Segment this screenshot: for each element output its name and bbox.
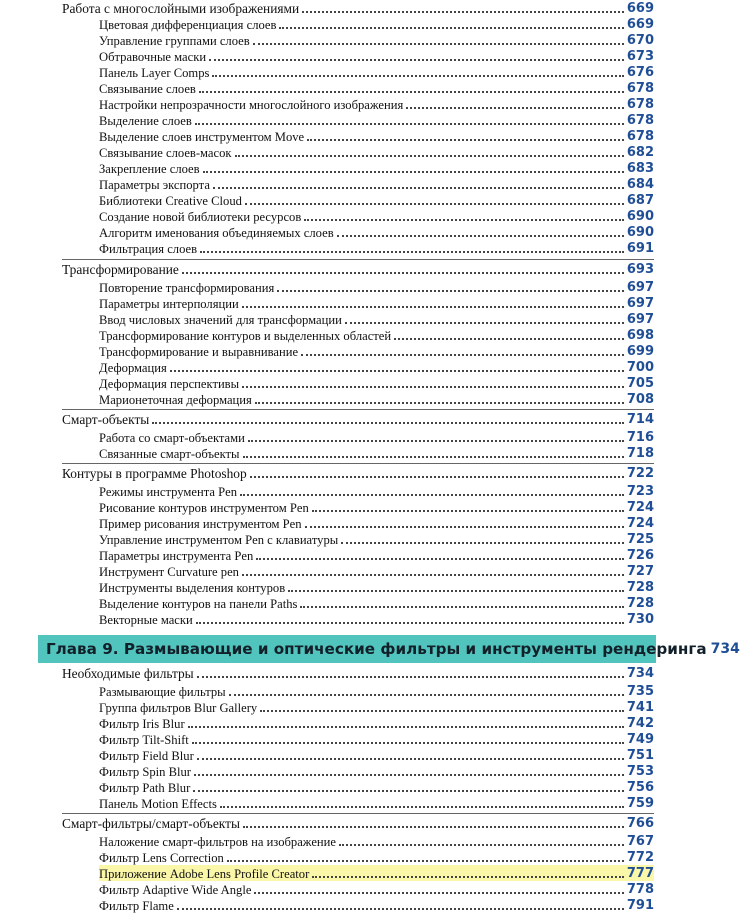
dot-leader <box>312 876 624 878</box>
dot-leader <box>243 456 624 458</box>
toc-entry-title: Выделение слоев <box>99 114 192 128</box>
dot-leader <box>195 123 624 125</box>
toc-page-number: 697 <box>626 280 654 295</box>
toc-entry-title: Фильтр Flame <box>99 899 174 913</box>
toc-entry[interactable] <box>99 795 654 811</box>
toc-entry-title: Связывание слоев <box>99 82 196 96</box>
toc-entry-title: Группа фильтров Blur Gallery <box>99 701 258 715</box>
toc-entry[interactable] <box>99 391 654 407</box>
toc-page-number: 676 <box>626 65 654 80</box>
dot-leader <box>255 402 624 404</box>
dot-leader <box>188 726 624 728</box>
dot-leader <box>212 75 623 77</box>
dot-leader <box>288 590 624 592</box>
section-divider <box>62 813 654 814</box>
dot-leader <box>307 139 624 141</box>
toc-entry[interactable] <box>99 192 654 208</box>
toc-page-number: 728 <box>626 596 654 611</box>
dot-leader <box>242 574 624 576</box>
toc-page-number: 698 <box>626 328 654 343</box>
toc-page-number: 708 <box>626 392 654 407</box>
toc-entry-title: Фильтр Path Blur <box>99 781 191 795</box>
dot-leader <box>220 806 624 808</box>
toc-entry[interactable] <box>99 547 654 563</box>
toc-section-title: Трансформирование <box>62 262 179 277</box>
toc-page-number: 722 <box>626 466 654 481</box>
toc-entry-title: Параметры экспорта <box>99 178 210 192</box>
toc-section-title: Необходимые фильтры <box>62 666 194 681</box>
toc-entry[interactable] <box>99 429 654 445</box>
toc-entry-title: Фильтр Lens Correction <box>99 851 224 865</box>
toc-entry[interactable] <box>99 48 654 64</box>
dot-leader <box>193 790 624 792</box>
dot-leader <box>177 908 624 910</box>
toc-entry[interactable] <box>99 531 654 547</box>
toc-page-number: 697 <box>626 296 654 311</box>
toc-entry[interactable] <box>99 144 654 160</box>
toc-page-number: 766 <box>626 816 654 831</box>
toc-entry[interactable] <box>99 32 654 48</box>
toc-page-number: 724 <box>626 516 654 531</box>
toc-entry-title: Управление инструментом Pen с клавиатуры <box>99 533 339 547</box>
toc-entry[interactable] <box>99 240 654 256</box>
toc-page-number: 751 <box>626 748 654 763</box>
toc-entry-title: Фильтр Field Blur <box>99 749 194 763</box>
toc-entry[interactable] <box>99 295 654 311</box>
dot-leader <box>192 742 624 744</box>
dot-leader <box>256 558 624 560</box>
dot-leader <box>279 27 623 29</box>
dot-leader <box>312 510 624 512</box>
dot-leader <box>406 107 624 109</box>
toc-section-paths[interactable] <box>62 465 654 481</box>
toc-page-number: 678 <box>626 129 654 144</box>
toc-entry-title: Повторение трансформирования <box>99 281 275 295</box>
toc-section-title: Смарт-фильтры/смарт-объекты <box>62 816 240 831</box>
toc-page-number: 727 <box>626 564 654 579</box>
toc-page-number: 699 <box>626 344 654 359</box>
toc-entry-title: Панель Layer Comps <box>99 66 210 80</box>
toc-entry[interactable] <box>99 208 654 224</box>
toc-entry-title: Приложение Adobe Lens Profile Creator <box>99 867 310 881</box>
toc-section-smart-filters[interactable] <box>62 815 654 831</box>
toc-section-smart-objects[interactable] <box>62 411 654 427</box>
toc-page-number: 670 <box>626 33 654 48</box>
dot-leader <box>253 43 624 45</box>
dot-leader <box>277 290 624 292</box>
toc-page-number: 723 <box>626 484 654 499</box>
toc-page-number: 724 <box>626 500 654 515</box>
toc-page-number: 690 <box>626 225 654 240</box>
dot-leader <box>203 171 624 173</box>
toc-entry-title: Настройки непрозрачности многослойного изображения <box>99 98 404 112</box>
toc-entry-title: Фильтр Adaptive Wide Angle <box>99 883 252 897</box>
toc-entry[interactable] <box>99 499 654 515</box>
dot-leader <box>229 694 624 696</box>
toc-page-number: 726 <box>626 548 654 563</box>
toc-page-number: 778 <box>626 882 654 897</box>
dot-leader <box>152 422 624 424</box>
toc-entry[interactable] <box>99 359 654 375</box>
toc-page-number: 767 <box>626 834 654 849</box>
toc-entry-title: Трансформирование и выравнивание <box>99 345 299 359</box>
dot-leader <box>194 774 624 776</box>
toc-page-number: 728 <box>626 580 654 595</box>
toc-entry-title: Режимы инструмента Pen <box>99 485 238 499</box>
dot-leader <box>240 494 624 496</box>
toc-entry-title: Выделение контуров на панели Paths <box>99 597 298 611</box>
dot-leader <box>394 338 624 340</box>
toc-entry-title: Деформация перспективы <box>99 377 240 391</box>
toc-entry[interactable] <box>99 112 654 128</box>
dot-leader <box>197 676 624 678</box>
toc-entry[interactable] <box>99 160 654 176</box>
dot-leader <box>254 892 623 894</box>
toc-page-number: 772 <box>626 850 654 865</box>
toc-section-essential-filters[interactable] <box>62 665 654 681</box>
dot-leader <box>235 155 624 157</box>
toc-entry-title: Библиотеки Creative Cloud <box>99 194 242 208</box>
dot-leader <box>213 187 624 189</box>
toc-entry[interactable] <box>99 343 654 359</box>
toc-page-number: 700 <box>626 360 654 375</box>
toc-page-number: 742 <box>626 716 654 731</box>
toc-page-number: 669 <box>626 17 654 32</box>
toc-entry-title: Векторные маски <box>99 613 193 627</box>
dot-leader <box>242 306 624 308</box>
dot-leader <box>304 219 624 221</box>
toc-page-number: 683 <box>626 161 654 176</box>
dot-leader <box>250 476 624 478</box>
toc-entry[interactable] <box>99 763 654 779</box>
toc-entry[interactable] <box>99 715 654 731</box>
toc-page-number: 791 <box>626 898 654 913</box>
toc-page-number: 682 <box>626 145 654 160</box>
dot-leader <box>245 203 624 205</box>
toc-entry[interactable] <box>99 563 654 579</box>
dot-leader <box>196 622 624 624</box>
toc-entry[interactable] <box>99 80 654 96</box>
toc-entry[interactable] <box>99 64 654 80</box>
toc-page-number: 678 <box>626 97 654 112</box>
toc-entry-title: Фильтр Tilt-Shift <box>99 733 189 747</box>
toc-entry[interactable] <box>99 515 654 531</box>
toc-section-title: Смарт-объекты <box>62 412 150 427</box>
toc-entry[interactable] <box>99 699 654 715</box>
dot-leader <box>209 59 624 61</box>
toc-entry-title: Фильтрация слоев <box>99 242 198 256</box>
toc-entry-title: Работа со смарт-объектами <box>99 431 245 445</box>
toc-entry[interactable] <box>99 683 654 699</box>
dot-leader <box>199 91 624 93</box>
toc-entry-title: Деформация <box>99 361 167 375</box>
dot-leader <box>305 526 624 528</box>
toc-entry[interactable] <box>99 16 654 32</box>
chapter-title: Глава 9. Размывающие и оптические фильтры и инструменты рендеринга <box>46 640 707 658</box>
toc-entry[interactable] <box>99 881 654 897</box>
dot-leader <box>341 542 624 544</box>
toc-entry-title: Рисование контуров инструментом Pen <box>99 501 309 515</box>
toc-page-number: 749 <box>626 732 654 747</box>
toc-entry[interactable] <box>99 96 654 112</box>
toc-entry-title: Обтравочные маски <box>99 50 207 64</box>
toc-entry[interactable] <box>99 224 654 240</box>
toc-entry[interactable] <box>99 176 654 192</box>
dot-leader <box>345 322 624 324</box>
toc-entry[interactable] <box>99 731 654 747</box>
toc-entry-title: Инструменты выделения контуров <box>99 581 286 595</box>
toc-entry-title: Создание новой библиотеки ресурсов <box>99 210 302 224</box>
toc-entry[interactable] <box>99 833 654 849</box>
toc-page-number: 756 <box>626 780 654 795</box>
dot-leader <box>300 606 623 608</box>
toc-page-number: 735 <box>626 684 654 699</box>
toc-entry[interactable] <box>99 897 654 913</box>
section-divider <box>62 409 654 410</box>
toc-entry-title: Связанные смарт-объекты <box>99 447 240 461</box>
toc-page-number: 705 <box>626 376 654 391</box>
toc-entry-title: Фильтр Iris Blur <box>99 717 185 731</box>
toc-entry-title: Параметры интерполяции <box>99 297 239 311</box>
toc-section-title: Работа с многослойными изображениями <box>62 1 300 16</box>
toc-entry[interactable] <box>99 611 654 627</box>
toc-entry[interactable] <box>99 279 654 295</box>
toc-page-number: 678 <box>626 113 654 128</box>
toc-entry-title: Инструмент Curvature pen <box>99 565 239 579</box>
dot-leader <box>260 710 624 712</box>
toc-page-number: 669 <box>626 1 654 16</box>
toc-entry[interactable] <box>99 849 654 865</box>
section-divider <box>62 259 654 260</box>
toc-page-number: 759 <box>626 796 654 811</box>
toc-entry-title: Ввод числовых значений для трансформации <box>99 313 342 327</box>
toc-entry-title: Цветовая дифференциация слоев <box>99 18 277 32</box>
dot-leader <box>339 844 624 846</box>
toc-entry-title: Размывающие фильтры <box>99 685 226 699</box>
toc-section-layers[interactable] <box>62 0 654 16</box>
toc-entry-title: Закрепление слоев <box>99 162 200 176</box>
toc-entry-title: Панель Motion Effects <box>99 797 217 811</box>
toc-entry[interactable] <box>99 327 654 343</box>
toc-entry[interactable] <box>99 375 654 391</box>
toc-page-number: 725 <box>626 532 654 547</box>
dot-leader <box>182 272 624 274</box>
toc-page-number: 697 <box>626 312 654 327</box>
toc-entry-title: Связывание слоев-масок <box>99 146 232 160</box>
toc-entry[interactable] <box>99 128 654 144</box>
dot-leader <box>200 251 624 253</box>
toc-entry[interactable] <box>99 483 654 499</box>
chapter-heading[interactable] <box>38 635 740 663</box>
toc-entry[interactable] <box>99 747 654 763</box>
toc-section-title: Контуры в программе Photoshop <box>62 466 247 481</box>
toc-entry-title: Пример рисования инструментом Pen <box>99 517 302 531</box>
dot-leader <box>242 386 624 388</box>
toc-section-transform[interactable] <box>62 261 654 277</box>
dot-leader <box>197 758 624 760</box>
toc-page-number: 753 <box>626 764 654 779</box>
toc-entry-highlighted[interactable] <box>99 865 654 881</box>
toc-entry-title: Марионеточная деформация <box>99 393 252 407</box>
dot-leader <box>302 11 624 13</box>
toc-page-number: 714 <box>626 412 654 427</box>
toc-entry-title: Управление группами слоев <box>99 34 250 48</box>
toc-page-number: 734 <box>626 666 654 681</box>
toc-page-number: 687 <box>626 193 654 208</box>
toc-entry[interactable] <box>99 579 654 595</box>
section-divider <box>62 463 654 464</box>
toc-entry-title: Наложение смарт-фильтров на изображение <box>99 835 336 849</box>
toc-entry-title: Выделение слоев инструментом Move <box>99 130 305 144</box>
toc-page-number: 690 <box>626 209 654 224</box>
toc-page-number: 693 <box>626 262 654 277</box>
toc-entry[interactable] <box>99 311 654 327</box>
toc-entry[interactable] <box>99 595 654 611</box>
dot-leader <box>337 235 624 237</box>
toc-page-number: 716 <box>626 430 654 445</box>
toc-entry-title: Фильтр Spin Blur <box>99 765 191 779</box>
toc-entry-title: Параметры инструмента Pen <box>99 549 254 563</box>
dot-leader <box>248 440 624 442</box>
toc-page-number: 777 <box>626 866 654 881</box>
dot-leader <box>227 860 624 862</box>
toc-page-number: 741 <box>626 700 654 715</box>
dot-leader <box>243 826 624 828</box>
toc-page-number: 673 <box>626 49 654 64</box>
toc-page-number: 730 <box>626 612 654 627</box>
toc-page-number: 684 <box>626 177 654 192</box>
toc-page-number: 678 <box>626 81 654 96</box>
dot-leader <box>170 370 624 372</box>
toc-entry-title: Трансформирование контуров и выделенных областей <box>99 329 392 343</box>
toc-page-number: 718 <box>626 446 654 461</box>
dot-leader <box>301 354 624 356</box>
toc-entry[interactable] <box>99 445 654 461</box>
toc-entry-title: Алгоритм именования объединяемых слоев <box>99 226 334 240</box>
chapter-page-number: 734 <box>710 641 740 657</box>
toc-page-number: 691 <box>626 241 654 256</box>
toc-entry[interactable] <box>99 779 654 795</box>
